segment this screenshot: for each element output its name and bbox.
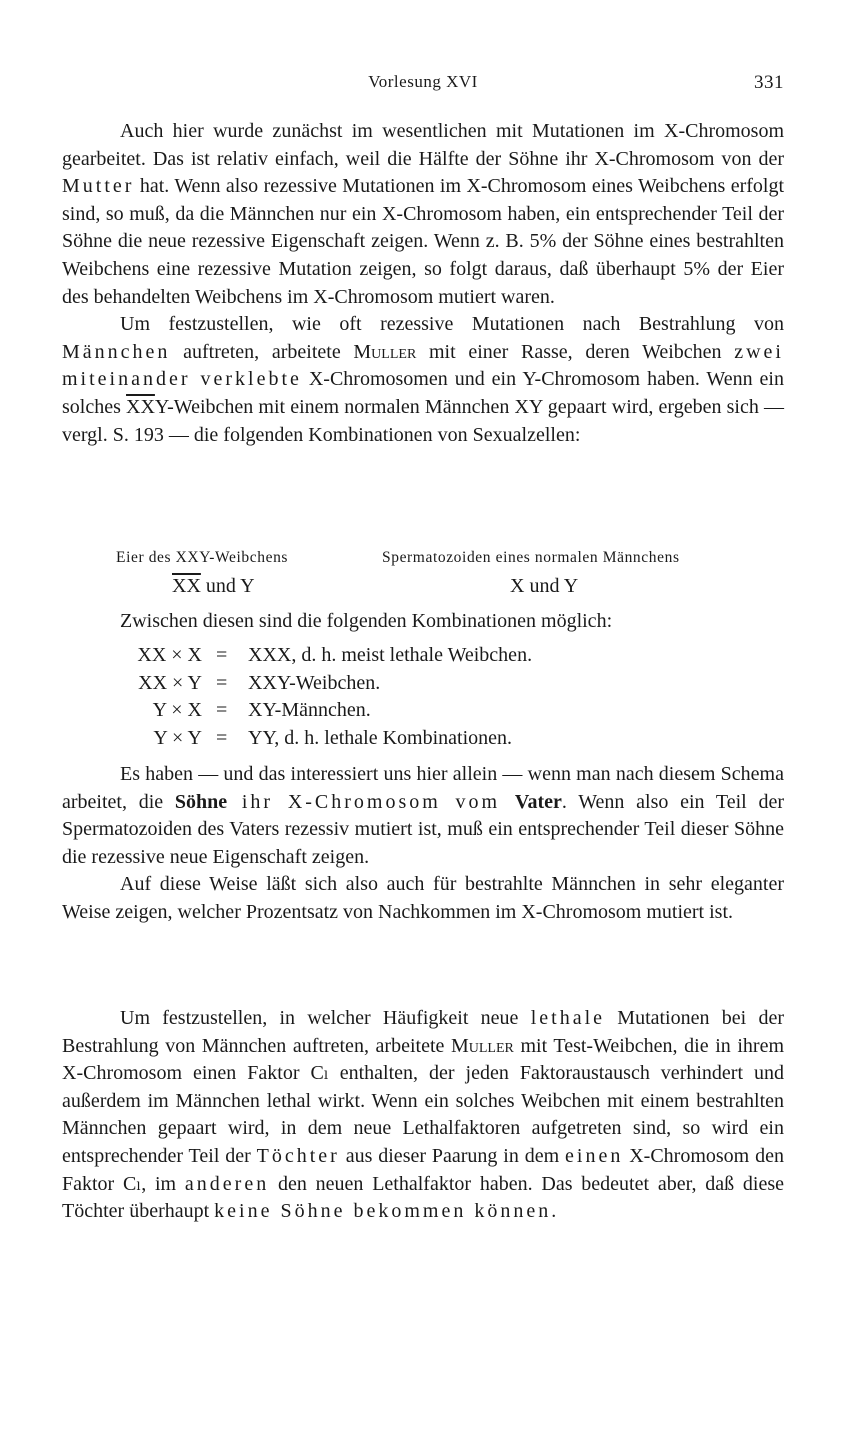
spaced-emphasis: einen xyxy=(565,1144,624,1167)
spaced-emphasis: Männchen xyxy=(62,340,171,363)
author-name: Muller xyxy=(450,1034,514,1057)
spaced-emphasis: lethale xyxy=(530,1007,606,1029)
spaced-emphasis: anderen xyxy=(184,1172,270,1195)
paragraph-3: Es haben — und das interessiert uns hier allein — wenn man nach diesem Schema arbeitet, die Söhne ihr X-Chromosom vom Vater. Wenn also ein Teil der Spermatozoiden des Vaters rezessiv mutiert ist, muß ein entsprechender Teil dieser Söhne die rezessive neue Eigenschaft zeigen. xyxy=(62,763,784,868)
spaced-emphasis: keine Söhne bekommen können xyxy=(214,1200,552,1223)
text-block-3 xyxy=(62,1005,784,1226)
combinations-list xyxy=(110,642,670,752)
eggs-value: $\overline{XX}$ und Y xyxy=(172,575,255,597)
combos-intro-block xyxy=(62,608,784,636)
paragraph-5: Um festzustellen, in welcher Häufigkeit neue lethale Mutationen bei der Bestrahlung von Männchen auftreten, arbeitete Muller mit Test-Weibchen, die in ihrem X-Chromosom einen Faktor Cₗ enthalten, der jeden Faktoraustausch verhindert und außerdem im Männchen lethal wirkt. Wenn ein solches Weibchen mit einem bestrahlten Männchen gepaart wird, in dem neue Lethalfaktoren aufgetreten sind, so wird ein entsprechender Teil der Töchter aus dieser Paarung in dem einen X-Chromosom den Faktor Cₗ, im anderen den neuen Lethalfaktor haben. Das bedeutet aber, daß diese Töchter überhaupt keine Söhne bekommen können. xyxy=(62,1007,785,1223)
page-number: 331 xyxy=(754,72,784,93)
eggs-heading: Eier des XXY-Weibchens xyxy=(116,549,289,566)
author-name: Muller xyxy=(353,340,417,363)
combos-intro: Zwischen diesen sind die folgenden Kombinationen möglich: xyxy=(120,610,613,632)
paragraph-1: Auch hier wurde zunächst im wesentlichen mit Mutationen im X-Chromosom gearbeitet. Das ist relativ einfach, weil die Hälfte der Söhne ihr X-Chromosom von der Mutter hat. Wenn also rezessive Mutationen im X-Chromosom eines Weibchens erfolgt sind, so muß, da die Männchen nur ein X-Chromosom haben, ein entsprechender Teil der Söhne die neue rezessive Eigenschaft zeigen. Wenn z. B. 5% der Söhne eines bestrahlten Weibchens eine rezessive Mutation zeigen, so folgt daraus, daß überhaupt 5% der Eier des behandelten Weibchens im X-Chromosom mutiert waren. xyxy=(62,120,784,308)
combination-row: XX × X = XXX, d. h. meist lethale Weibchen. xyxy=(137,644,533,666)
gamete-schema xyxy=(62,545,784,605)
combination-row: Y × Y = YY, d. h. lethale Kombinationen. xyxy=(153,726,513,749)
spaced-emphasis: Töchter xyxy=(256,1144,340,1167)
spaced-emphasis: zwei miteinander verklebte xyxy=(62,340,784,391)
sperm-value: X und Y xyxy=(510,575,579,597)
spaced-emphasis: Mutter xyxy=(62,175,135,198)
bold-emphasis: Söhne xyxy=(174,790,228,813)
paragraph-2: Um festzustellen, wie oft rezessive Mutationen nach Bestrahlung von Männchen auftreten, arbeitete Muller mit einer Rasse, deren Weibchen zwei miteinander verklebte X-Chromosomen und ein Y-Chromosom haben. Wenn ein solches $\overline{XX}Y$-Weibchen mit einem normalen Männchen XY gepaart wird, ergeben sich — vergl. S. 193 — die folgenden Kombinationen von Sexualzellen: xyxy=(62,313,784,446)
paragraph-4: Auf diese Weise läßt sich also auch für bestrahlte Männchen in sehr eleganter Weise zeigen, welcher Prozentsatz von Nachkommen im X-Chromosom mutiert ist. xyxy=(62,873,784,923)
text-block-1 xyxy=(62,118,784,449)
attached-x-symbol: $\overline{XX}$ xyxy=(126,395,155,418)
combination-row: XX × Y = XXY-Weibchen. xyxy=(138,671,381,694)
combination-row: Y × X = XY-Männchen. xyxy=(152,699,371,722)
sperm-heading: Spermatozoiden eines normalen Männchens xyxy=(382,549,680,566)
text-block-2 xyxy=(62,761,784,927)
bold-emphasis: Vater xyxy=(514,790,562,813)
chapter-title: Vorlesung XVI xyxy=(368,72,478,91)
